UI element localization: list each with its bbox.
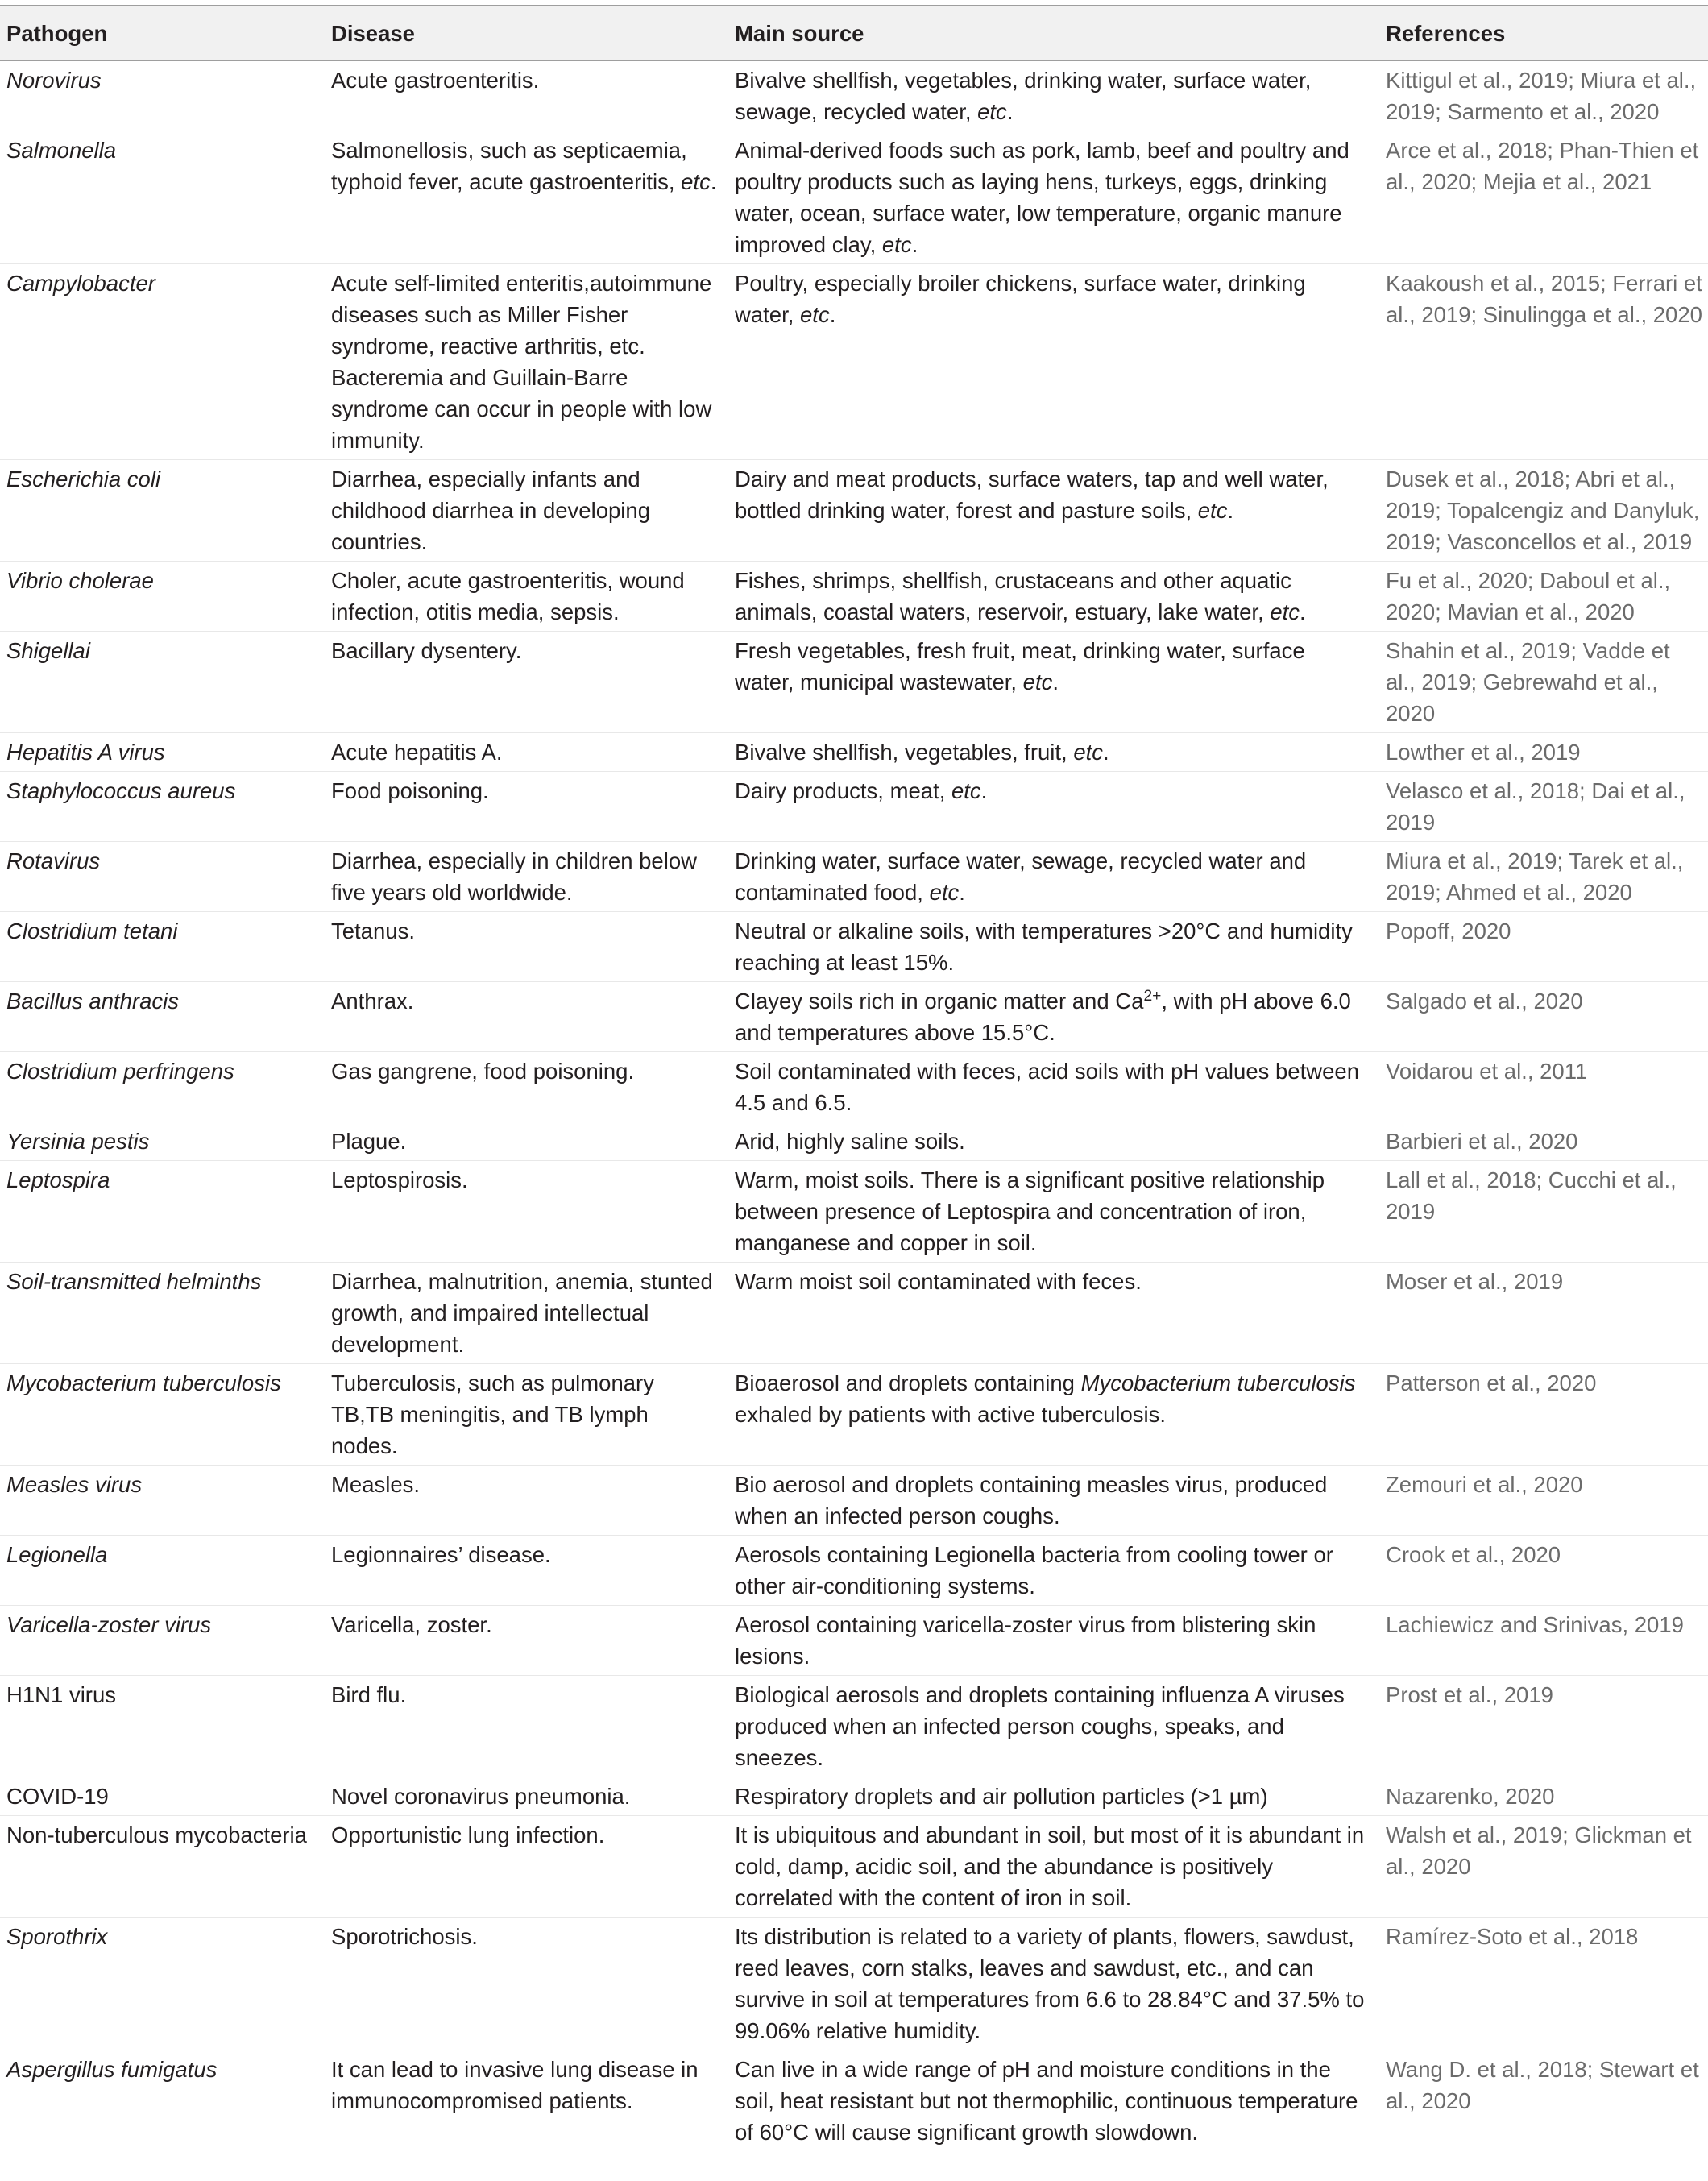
table-row: [0, 772, 1708, 842]
disease-cell: Novel coronavirus pneumonia.: [321, 1777, 725, 1816]
table-row: [0, 1918, 1708, 2050]
table-row: [0, 1536, 1708, 1606]
pathogen-cell: Clostridium perfringens: [0, 1052, 321, 1122]
table-row: [0, 2050, 1708, 2152]
references-cell: Kittigul et al., 2019; Miura et al., 2019; Sarmento et al., 2020: [1372, 61, 1708, 131]
disease-cell: Legionnaires’ disease.: [321, 1536, 725, 1606]
disease-cell: Tetanus.: [321, 912, 725, 982]
main-source-cell: Can live in a wide range of pH and moisture conditions in the soil, heat resistant but not thermophilic, continuous temperature of 60°C will cause significant growth slowdown.: [735, 2057, 1358, 2145]
header-references: References: [1372, 6, 1708, 61]
disease-cell: Choler, acute gastroenteritis, wound infection, otitis media, sepsis.: [321, 562, 725, 632]
references-cell: Velasco et al., 2018; Dai et al., 2019: [1372, 772, 1708, 842]
header-row: [0, 6, 1708, 61]
disease-cell: Gas gangrene, food poisoning.: [321, 1052, 725, 1122]
main-source-cell: Dairy and meat products, surface waters, tap and well water, bottled drinking water, forest and pasture soils, etc.: [725, 460, 1372, 562]
table-body: [0, 61, 1708, 2152]
table-row: [0, 1606, 1708, 1676]
table-row: [0, 842, 1708, 912]
pathogen-cell: Non-tuberculous mycobacteria: [0, 1816, 321, 1918]
disease-cell: Varicella, zoster.: [321, 1606, 725, 1676]
references-cell: Lowther et al., 2019: [1372, 733, 1708, 772]
references-cell: Miura et al., 2019; Tarek et al., 2019; Ahmed et al., 2020: [1372, 842, 1708, 912]
pathogen-cell: COVID-19: [0, 1777, 321, 1816]
references-cell: Zemouri et al., 2020: [1372, 1466, 1708, 1536]
main-source-cell: Animal-derived foods such as pork, lamb, beef and poultry and poultry products such as laying hens, turkeys, eggs, drinking water, ocean, surface water, low temperature, organic manure improved clay, etc.: [725, 131, 1372, 264]
pathogen-cell: Leptospira: [0, 1161, 321, 1263]
disease-cell: Acute self-limited enteritis,autoimmune diseases such as Miller Fisher syndrome, reactive arthritis, etc. Bacteremia and Guillain-Barre syndrome can occur in people with low immunity.: [321, 264, 725, 460]
main-source-cell: Fresh vegetables, fresh fruit, meat, drinking water, surface water, municipal wastewater, etc.: [725, 632, 1372, 733]
table-row: [0, 264, 1708, 460]
disease-cell: Food poisoning.: [321, 772, 725, 842]
disease-cell: Salmonellosis, such as septicaemia, typhoid fever, acute gastroenteritis, etc.: [321, 131, 725, 264]
table-row: [0, 1364, 1708, 1466]
references-cell: Dusek et al., 2018; Abri et al., 2019; Topalcengiz and Danyluk, 2019; Vasconcellos et al., 2019: [1372, 460, 1708, 562]
pathogen-cell: Yersinia pestis: [0, 1122, 321, 1161]
pathogen-cell: Staphylococcus aureus: [0, 772, 321, 842]
disease-cell: Opportunistic lung infection.: [321, 1816, 725, 1918]
pathogen-table: [0, 5, 1708, 2151]
main-source-cell: Aerosol containing varicella-zoster virus from blistering skin lesions.: [725, 1606, 1372, 1676]
disease-cell: It can lead to invasive lung disease in immunocompromised patients.: [331, 2057, 699, 2113]
main-source-cell: Biological aerosols and droplets containing influenza A viruses produced when an infected person coughs, speaks, and sneezes.: [725, 1676, 1372, 1777]
pathogen-cell: Salmonella: [0, 131, 321, 264]
references-cell: Wang D. et al., 2018; Stewart et al., 2020: [1386, 2057, 1699, 2113]
disease-cell: Tuberculosis, such as pulmonary TB,TB meningitis, and TB lymph nodes.: [321, 1364, 725, 1466]
pathogen-cell: Mycobacterium tuberculosis: [0, 1364, 321, 1466]
main-source-cell: Warm, moist soils. There is a significant positive relationship between presence of Leptospira and concentration of iron, manganese and copper in soil.: [725, 1161, 1372, 1263]
header-pathogen: Pathogen: [0, 6, 321, 61]
table-row: [0, 733, 1708, 772]
table-row: [0, 1161, 1708, 1263]
main-source-cell: Its distribution is related to a variety of plants, flowers, sawdust, reed leaves, corn stalks, leaves and sawdust, etc., and can survive in soil at temperatures from 6.6 to 28.84°C and 37.5% to 99.06% relative humidity.: [725, 1918, 1372, 2050]
table-row: [0, 460, 1708, 562]
table-row: [0, 1122, 1708, 1161]
references-cell: Popoff, 2020: [1372, 912, 1708, 982]
pathogen-cell: Sporothrix: [0, 1918, 321, 2050]
pathogen-cell: Bacillus anthracis: [0, 982, 321, 1052]
references-cell: Patterson et al., 2020: [1372, 1364, 1708, 1466]
table-row: [0, 1816, 1708, 1918]
pathogen-cell: Clostridium tetani: [0, 912, 321, 982]
main-source-cell: Dairy products, meat, etc.: [725, 772, 1372, 842]
disease-cell: Acute gastroenteritis.: [321, 61, 725, 131]
pathogen-cell: Shigellai: [0, 632, 321, 733]
disease-cell: Measles.: [321, 1466, 725, 1536]
table-row: [0, 562, 1708, 632]
references-cell: Shahin et al., 2019; Vadde et al., 2019; Gebrewahd et al., 2020: [1372, 632, 1708, 733]
main-source-cell: Neutral or alkaline soils, with temperatures >20°C and humidity reaching at least 15%.: [725, 912, 1372, 982]
references-cell: Nazarenko, 2020: [1372, 1777, 1708, 1816]
table-row: [0, 131, 1708, 264]
table-row: [0, 912, 1708, 982]
header-disease: Disease: [321, 6, 725, 61]
disease-cell: Anthrax.: [321, 982, 725, 1052]
pathogen-cell: Varicella-zoster virus: [0, 1606, 321, 1676]
main-source-cell: Drinking water, surface water, sewage, recycled water and contaminated food, etc.: [725, 842, 1372, 912]
references-cell: Crook et al., 2020: [1372, 1536, 1708, 1606]
main-source-cell: Fishes, shrimps, shellfish, crustaceans and other aquatic animals, coastal waters, reservoir, estuary, lake water, etc.: [725, 562, 1372, 632]
references-cell: Fu et al., 2020; Daboul et al., 2020; Mavian et al., 2020: [1372, 562, 1708, 632]
main-source-cell: Aerosols containing Legionella bacteria from cooling tower or other air-conditioning systems.: [725, 1536, 1372, 1606]
main-source-cell: Bivalve shellfish, vegetables, fruit, etc.: [725, 733, 1372, 772]
references-cell: Kaakoush et al., 2015; Ferrari et al., 2019; Sinulingga et al., 2020: [1372, 264, 1708, 460]
disease-cell: Diarrhea, malnutrition, anemia, stunted growth, and impaired intellectual development.: [321, 1263, 725, 1364]
table-row: [0, 632, 1708, 733]
references-cell: Arce et al., 2018; Phan-Thien et al., 2020; Mejia et al., 2021: [1372, 131, 1708, 264]
references-cell: Voidarou et al., 2011: [1372, 1052, 1708, 1122]
references-cell: Barbieri et al., 2020: [1372, 1122, 1708, 1161]
disease-cell: Bird flu.: [321, 1676, 725, 1777]
disease-cell: Bacillary dysentery.: [321, 632, 725, 733]
main-source-cell: Bivalve shellfish, vegetables, drinking water, surface water, sewage, recycled water, etc.: [725, 61, 1372, 131]
references-cell: Prost et al., 2019: [1372, 1676, 1708, 1777]
disease-cell: Diarrhea, especially in children below five years old worldwide.: [321, 842, 725, 912]
table-row: [0, 1466, 1708, 1536]
disease-cell: Leptospirosis.: [321, 1161, 725, 1263]
references-cell: Moser et al., 2019: [1372, 1263, 1708, 1364]
pathogen-cell: Campylobacter: [0, 264, 321, 460]
references-cell: Walsh et al., 2019; Glickman et al., 2020: [1372, 1816, 1708, 1918]
main-source-cell: Clayey soils rich in organic matter and $Ca^{2+}$, with pH above 6.0 and temperatures above 15.5°C.: [725, 982, 1372, 1052]
pathogen-cell: Aspergillus fumigatus: [6, 2057, 218, 2082]
references-cell: Salgado et al., 2020: [1372, 982, 1708, 1052]
disease-cell: Sporotrichosis.: [321, 1918, 725, 2050]
main-source-cell: Respiratory droplets and air pollution particles (>1 µm): [725, 1777, 1372, 1816]
pathogen-cell: Vibrio cholerae: [0, 562, 321, 632]
table-row: [0, 1263, 1708, 1364]
table-row: [0, 1777, 1708, 1816]
table-header: [0, 6, 1708, 61]
main-source-cell: Bioaerosol and droplets containing Mycobacterium tuberculosis exhaled by patients with active tuberculosis.: [725, 1364, 1372, 1466]
pathogen-cell: Legionella: [0, 1536, 321, 1606]
main-source-cell: Arid, highly saline soils.: [725, 1122, 1372, 1161]
main-source-cell: Bio aerosol and droplets containing measles virus, produced when an infected person coughs.: [725, 1466, 1372, 1536]
references-cell: Lachiewicz and Srinivas, 2019: [1372, 1606, 1708, 1676]
table-row: [0, 982, 1708, 1052]
pathogen-cell: Norovirus: [0, 61, 321, 131]
pathogen-cell: Measles virus: [0, 1466, 321, 1536]
pathogen-cell: H1N1 virus: [0, 1676, 321, 1777]
main-source-cell: Soil contaminated with feces, acid soils with pH values between 4.5 and 6.5.: [725, 1052, 1372, 1122]
pathogen-cell: Escherichia coli: [0, 460, 321, 562]
references-cell: Ramírez-Soto et al., 2018: [1372, 1918, 1708, 2050]
references-cell: Lall et al., 2018; Cucchi et al., 2019: [1372, 1161, 1708, 1263]
disease-cell: Acute hepatitis A.: [321, 733, 725, 772]
pathogen-cell: Rotavirus: [0, 842, 321, 912]
pathogen-cell: Soil-transmitted helminths: [0, 1263, 321, 1364]
disease-cell: Plague.: [321, 1122, 725, 1161]
table-row: [0, 61, 1708, 131]
table-row: [0, 1676, 1708, 1777]
main-source-cell: Warm moist soil contaminated with feces.: [725, 1263, 1372, 1364]
main-source-cell: It is ubiquitous and abundant in soil, but most of it is abundant in cold, damp, acidic soil, and the abundance is positively correlated with the content of iron in soil.: [725, 1816, 1372, 1918]
header-main-source: Main source: [725, 6, 1372, 61]
disease-cell: Diarrhea, especially infants and childhood diarrhea in developing countries.: [321, 460, 725, 562]
main-source-cell: Poultry, especially broiler chickens, surface water, drinking water, etc.: [725, 264, 1372, 460]
table-row: [0, 1052, 1708, 1122]
pathogen-cell: Hepatitis A virus: [0, 733, 321, 772]
